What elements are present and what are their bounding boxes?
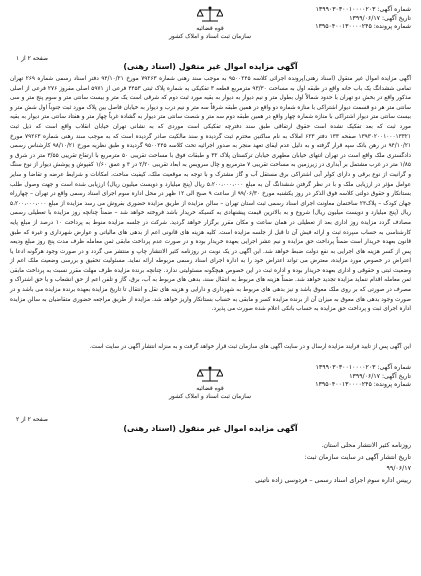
ad1-logo: [155, 6, 265, 40]
ad1-page-number: صفحه ۲ از ۱: [16, 55, 48, 62]
ad1-meta: [315, 6, 411, 32]
ad2-org-line2: سازمان ثبت اسناد و املاک کشور: [168, 392, 252, 400]
judiciary-emblem-icon: [197, 366, 223, 384]
ad2-line: تاریخ انتشار آگهی در سایت سازمان ثبت:: [304, 453, 411, 461]
ad1-org-line1: قوه قضائیه: [196, 25, 224, 32]
ad2-body: [10, 440, 411, 486]
ad1-org-line2: سازمان ثبت اسناد و املاک کشور: [168, 32, 252, 40]
ad2-date: تاریخ آگهی: ۱۳۹۹/۰۶/۱۷: [349, 372, 411, 380]
ad2-file-number: شماره پرونده: ۱۳۹۵۰۴۰۰۱۳۰۰۰۰۲۴۵: [315, 381, 411, 388]
ad1-date: تاریخ آگهی: ۱۳۹۹/۰۶/۱۷: [349, 14, 411, 22]
ad2-line: روزنامه کثیر الانتشار محلی استان.: [321, 442, 411, 449]
ad1-footer: این آگهی پس از تایید فرایند مزایده ارسال و در سایت آگهی های سازمان ثبت قرار خواهد گرفت و به منزله انتشار آگهی در سایت است.: [89, 344, 411, 350]
ad2-page-number: صفحه ۲ از ۲: [16, 416, 48, 423]
ad2-line: ۹۹/۰۶/۱۷: [386, 465, 411, 472]
ad1-title: آگهی مزایده اموال غیر منقول (اسناد رهنی): [123, 62, 298, 71]
ad1-file-number: شماره پرونده: ۱۳۹۵۰۴۰۰۱۳۰۰۰۰۲۴۵: [315, 23, 411, 30]
ad2-number: شماره آگهی: ۱۳۹۹۰۳۰۳۰۰۱۰۰۰۰۲۰۳: [315, 364, 411, 371]
ad1-number: شماره آگهی: ۱۳۹۹۰۳۰۳۰۰۱۰۰۰۰۲۰۳: [315, 6, 411, 13]
ad2-meta: [315, 364, 411, 390]
ad2-org-line1: قوه قضائیه: [196, 385, 224, 392]
ad1-body: آگهی مزایده اموال غیر منقول (اسناد رهنی)پرونده اجرائی کلاسه ۹۵۰۰۲۴۵ به موجب سند رهنی شماره ۷۹۲۶۳ مورخ ۹۴/۱۰/۲۱ دفتر اسناد رسمی شماره ۲۶۹ تهران تمامی ششدانگ یک باب خانه واقع در طبقه اول به مساحت ۹۳/۳۰ مترمربع قطعه ۳ تفکیکی به شماره پلاک ثبتی ۴۴۵۳ فرعی از ۵۹۷۱ اصلی مفروز ۲۷۶ فرعی از اصلی مذکور واقع در بخش دو تهران با حدود شمالاً اول بطول متر و نیم دیوار به دیوار به بقیه مورد ثبت دوم که شرقی است یک متر و بیست سانتی متر و سوم پنج متر و سی سانتی متر هر دو قسمت دیوار اشتراکی با منازه شماره دو واقع در همین طبقه شرقاً سه متر و نیم درب و دیوار به خیابان فاصل بین پلاک مورد ثبت جنوباً اول شش متر و بیست سانتی متر دیوار اشتراکی با منازه شماره چهار واقع در همین طبقه دوم سه متر و شصت سانتی متر دیوار به گشاده غرباً چهار متر و هفتاد سانتی متر دیوار به بقیه مورد ثبت که بعد تفکیک نشده است حقوق ارتفاقی طبق سند دفترچه تفکیکی است موردی که به نشانی تهران خیابان انقلاب واقع است که ذیل ثبت ۱۳۹۳۰۲۰۰۱۰۰۰۱۳۳۲۱ صفحه ۱۳۳ دفتر ۶۲۳ املاک به نام ساکنین محترم ثبت گردیده و سند مالکیت صادر گردیده است که به موجب سند رهنی شماره ۷۹۲۶۳ مورخ ۹۴/۱۰/۲۱ در رهن بانک سپه قرار گرفته و به دلیل عدم ایفای تعهد منجر به صدور اجرائیه تحت کلاسه ۹۵۰۰۲۴۵ گردیده و طبق نظریه مورخ ۹۸/۱۰/۲۱ کارشناس رسمی دادگستری ملک واقع است در تهران انتهای خیابان مطهری خیابان ترکستان پلاک ۳۲ و طبقات فوق با مساحت تقریبی ۵۰ مترمربع با ارتفاع تقریبی ۳/۵۵ متر در شرق و ۱/۸۵ متر در غرب مشتمل بر آبداری در زیرزمین به مساحت تقریبی ۷ مترمربع و چال سرویس به ابعاد تقریبی ۲/۲۰ در ۴ و عمق ۱/۶۰ کفپوش و پوشش دیوار از نوع سنگ و گرانیت از نوع برقی و دارای کولر آبی اشتراکی برق مستقل آب و گاز مشترک و با توجه به موقعیت ملک، کیفیت ساخت، امکانات و شرایط عرضه و تقاضا و سایر عوامل مؤثر در ارزیابی ملک و با در نظر گرفتن ششدانگ آن به مبلغ ۵،۲۰۰،۰۰۰،۰۰۰ ریال (پنج میلیارد و دویست میلیون ریال) ارزیابی شده است و جهت وصول طلب بستانکار و حقوق دولتی کلاسه فوق الذکر در روز یکشنبه مورخ ۹۹/۰۶/۳۰ از ساعت ۹ صبح الی ۱۲ ظهر در محل اداره سوم اجرای اسناد رسمی واقع در تهران – چهارراه جهان کودک – پلاک۲۴ ساختمان معاونت اجرای اسناد رسمی ثبت استان تهران – سالن مزایده از طریق مزایده حضوری بفروش می رسد مزایده از مبلغ ۵،۲۰۰،۰۰۰،۰۰۰ ریال (پنج میلیارد و دویست میلیون ریال) شروع و به بالاترین قیمت پیشنهادی به کسیکه خریدار باشد فروخته خواهد شد – ضمناً چنانچه روز مزایده با تعطیلی رسمی مصادف گردد مزایده روز اداری بعد از تعطیلی در همان ساعت و مکان مقرر برگزار خواهد گردید. شرکت در جلسه مزایده منوط به پرداخت ۱۰ درصد از مبلغ پایه کارشناسی به حساب سپرده ثبت و ارائه فیش آن تا قبل از جلسه مزایده است. کلیه هزینه های قانونی اعم از بدهی های مالیاتی و عوارض شهرداری و غیره که طبق قانون بعهده خریدار است ضمناً پرداخت حق مزایده و نیم عشر اجرایی بعهده خریدار بوده و در صورت عدم پرداخت مابقی ثمن معامله ظرف مدت پنج روز مبلغ ودیعه پس از کسر هزینه های اجرایی به نفع دولت ضبط خواهد شد. این آگهی در یک نوبت در روزنامه کثیر الانتشار چاپ و منتشر می گردد و در صورت وجود هرگونه ادعا یا اعتراض در خصوص مورد مزایده، معترض می تواند اعتراض خود را به اداره اجرای اسناد رسمی مربوطه ارائه نماید. مسئولیت تحقیق و بررسی وضعیت ملک اعم از وضعیت ثبتی و حقوقی و اداری بعهده خریدار بوده و اداره ثبت در این خصوص هیچگونه مسئولیتی ندارد. چنانچه برنده مزایده ظرف مهلت مقرر نسبت به پرداخت مابقی ثمن معامله اقدام ننماید مزایده تجدید خواهد شد. ضمناً هزینه های مربوط به انتقال سند، بدهی های مربوط به آب، برق، گاز و تلفن اعم از حق انشعاب و یا حق اشتراک و مصرف در صورتی که بر روی ملک معوق باشد و نیز بدهی های مربوط به شهرداری و دارایی و هزینه های نقل و انتقال تا تاریخ مزایده بعهده برنده مزایده می باشد و در صورت وجود بدهی های معوق به میزان آن از برنده مزایده کسر و مابقی به حساب بستانکار واریز خواهد شد. مزایده از طریق مراجعه حضوری متقاضیان به سالن مزایده اداره اجرای ثبت و پرداخت حق مزایده به حساب بانکی اعلام شده صورت می پذیرد.: [10, 76, 411, 313]
ad2-line: رییس اداره سوم اجرای اسناد رسمی – فردوسی زاده ناتینی: [255, 476, 411, 484]
ad2-logo: [155, 366, 265, 400]
ad2-title: آگهی مزایده اموال غیر منقول (اسناد رهنی): [123, 424, 298, 433]
judiciary-emblem-icon: [197, 6, 223, 24]
